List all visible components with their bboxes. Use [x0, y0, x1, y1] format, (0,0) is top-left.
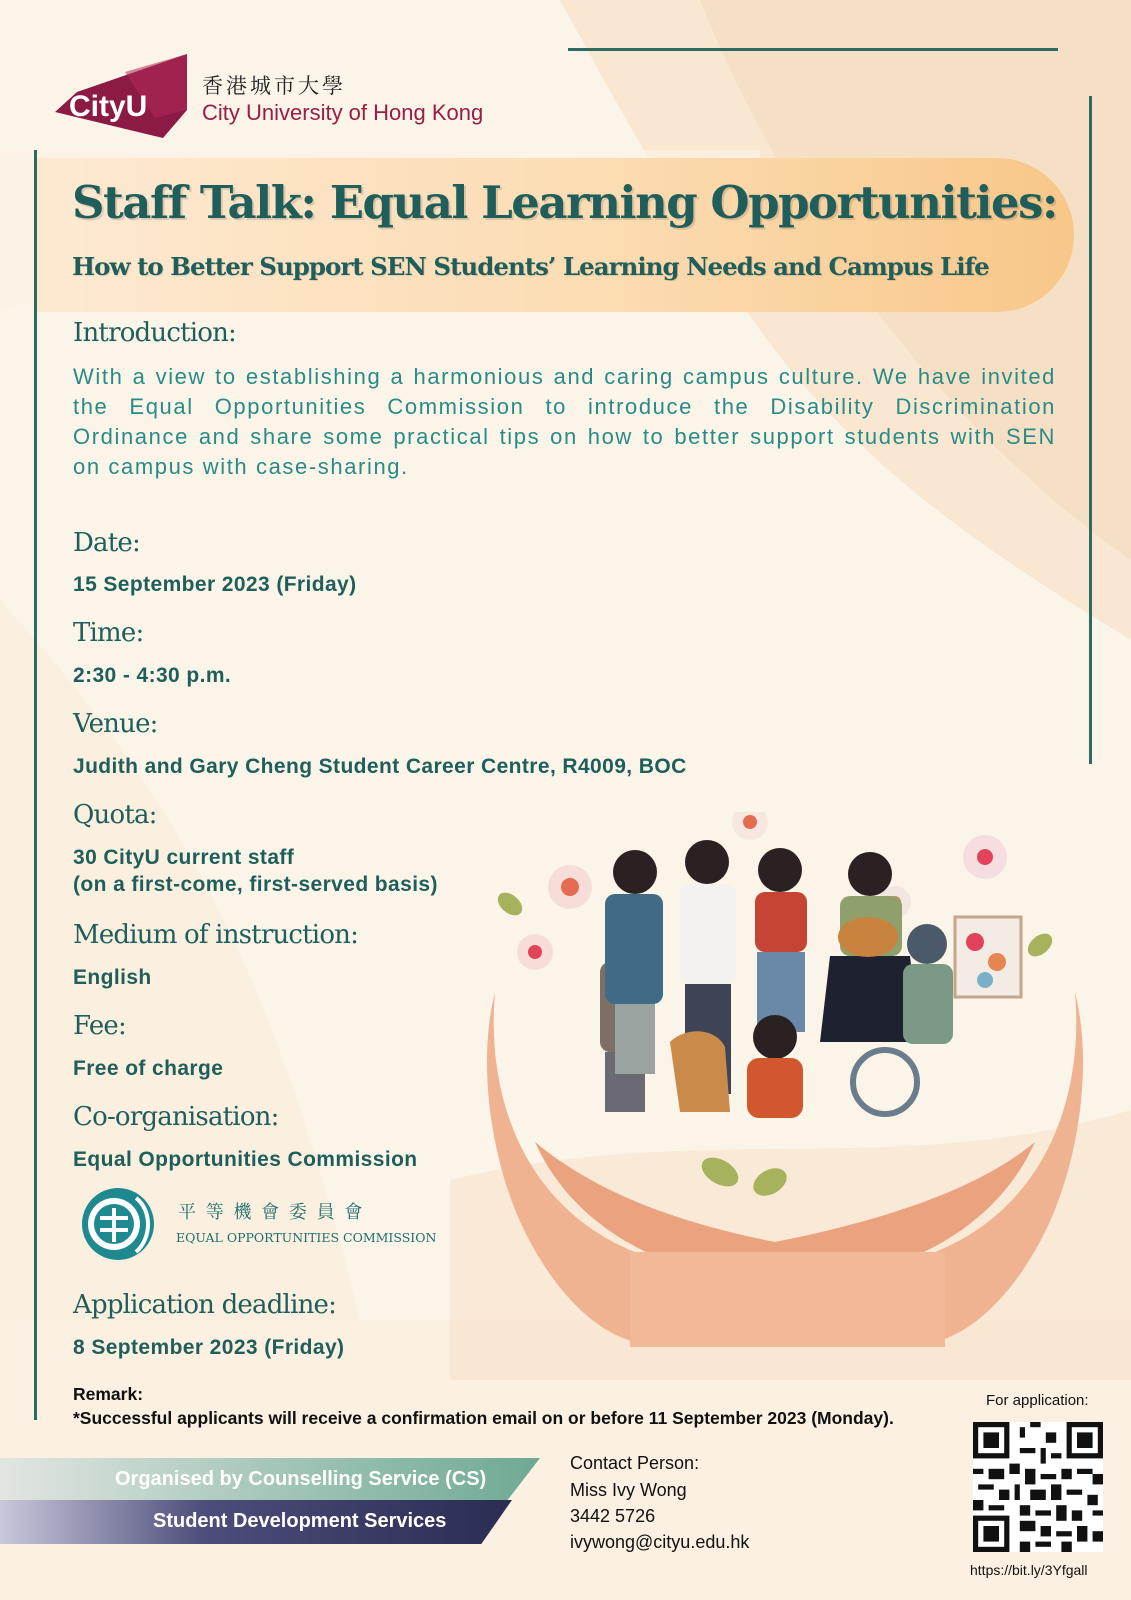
date-value: 15 September 2023 (Friday) [73, 573, 357, 596]
cityu-logo-text: CityU [69, 90, 148, 123]
introduction-heading: Introduction: [73, 318, 237, 348]
fee-label: Fee: [73, 1011, 126, 1041]
contact-name: Miss Ivy Wong [570, 1480, 687, 1500]
department-name: Student Development Services [153, 1510, 447, 1532]
introduction-text: With a view to establishing a harmonious and caring campus culture. We have invited the Equal Opportunities Commission to introduce the Disability Discrimination Ordinance and share some practical tips on how to better support students with SEN on campus with case-sharing. [73, 364, 1056, 479]
quota-value-1: 30 CityU current staff [73, 846, 295, 869]
application-url[interactable]: https://bit.ly/3Yfgall [970, 1562, 1088, 1578]
coorganisation-value: Equal Opportunities Commission [73, 1148, 418, 1171]
venue-label: Venue: [73, 709, 158, 739]
left-rule [34, 150, 37, 1420]
page-subtitle: How to Better Support SEN Students’ Learning Needs and Campus Life [72, 252, 989, 281]
contact-phone: 3442 5726 [570, 1506, 656, 1526]
eoc-logo-zh: 平 等 機 會 委 員 會 [178, 1202, 365, 1223]
deadline-label: Application deadline: [73, 1290, 337, 1320]
medium-value: English [73, 966, 152, 989]
cityu-logo [55, 52, 195, 140]
hands-illustration [475, 812, 1095, 1372]
university-name-zh: 香港城市大學 [202, 74, 346, 98]
top-rule [568, 48, 1058, 51]
university-name-en: City University of Hong Kong [202, 100, 484, 125]
right-rule [1089, 96, 1092, 764]
eoc-logo-en: EQUAL OPPORTUNITIES COMMISSION [176, 1230, 437, 1245]
page-title: Staff Talk: Equal Learning Opportunities: [72, 176, 1058, 229]
time-value: 2:30 - 4:30 p.m. [73, 664, 232, 687]
date-label: Date: [73, 528, 140, 558]
qr-code-icon[interactable] [973, 1422, 1103, 1552]
contact-email[interactable]: ivywong@cityu.edu.hk [570, 1532, 750, 1552]
quota-value-2: (on a first-come, first-served basis) [73, 873, 438, 896]
deadline-value: 8 September 2023 (Friday) [73, 1336, 345, 1359]
venue-value: Judith and Gary Cheng Student Career Centre, R4009, BOC [73, 755, 687, 778]
coorganisation-label: Co-organisation: [73, 1102, 279, 1132]
eoc-logo [72, 1186, 452, 1264]
remark-label: Remark: [73, 1384, 144, 1404]
remark-text: *Successful applicants will receive a confirmation email on or before 11 September 2023 (Monday). [73, 1408, 894, 1428]
application-label: For application: [986, 1392, 1089, 1409]
contact-label: Contact Person: [570, 1453, 700, 1473]
time-label: Time: [73, 618, 144, 648]
fee-value: Free of charge [73, 1057, 224, 1080]
quota-label: Quota: [73, 800, 157, 830]
medium-label: Medium of instruction: [73, 920, 359, 950]
organised-by: Organised by Counselling Service (CS) [115, 1468, 487, 1490]
